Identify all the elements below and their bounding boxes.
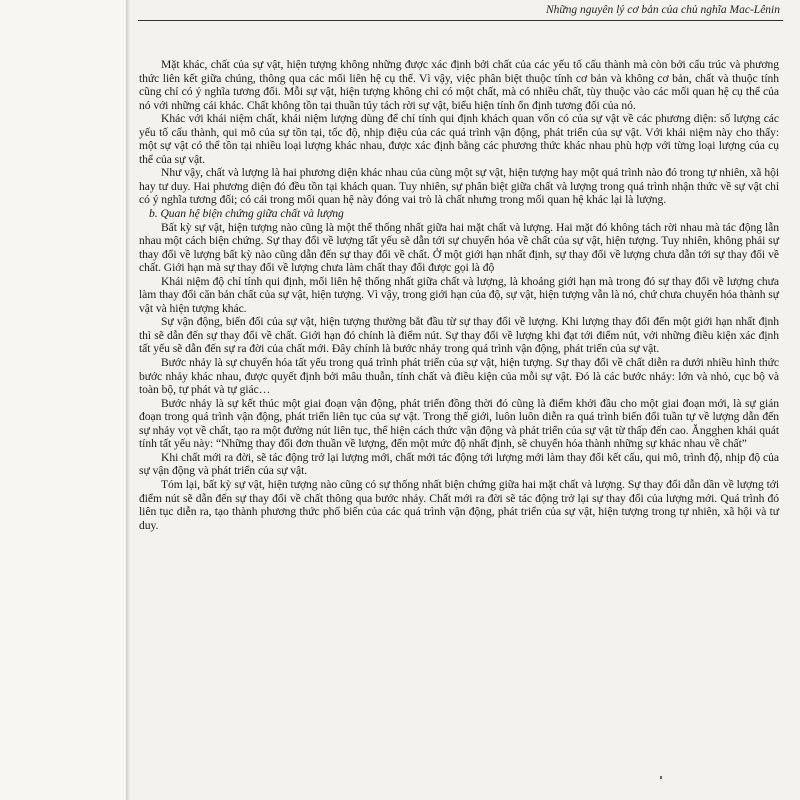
paragraph-7: Bước nhảy là sự chuyển hóa tất yếu trong quá trình phát triển của sự vật, hiện tượng. Sự thay đổi về chất diễn ra dưới nhiều hình thức bước nhảy khác nhau, được quyết định bởi mâu thuẫn, tính chất và điều kiện của mỗi sự vật. Đó là các bước nhảy: lớn và nhỏ, cục bộ và toàn bộ, tự phát và tự giác…	[139, 356, 779, 397]
page-binding-shadow	[126, 0, 130, 800]
paragraph-9: Khi chất mới ra đời, sẽ tác động trở lại lượng mới, chất mới tác động tới lượng mới làm thay đổi kết cấu, qui mô, trình độ, nhịp độ của sự vận động và phát triển của sự vật.	[139, 450, 779, 478]
paragraph-2: Khác với khái niệm chất, khái niệm lượng dùng để chỉ tính qui định khách quan vốn có của sự vật về các phương diện: số lượng các yếu tố cấu thành, qui mô của sự tồn tại, tốc độ, nhịp điệu của các quá trình vận động, phát triển của sự vật. Với khái niệm này cho thấy: một sự vật có thể tồn tại nhiều loại lượng khác nhau, được xác định bằng các phương thức khác nhau phù hợp với từng loại lượng của cụ thể của sự vật.	[139, 112, 779, 166]
section-heading: b. Quan hệ biện chứng giữa chất và lượng	[149, 207, 344, 221]
document-body	[139, 58, 779, 532]
paragraph-10: Tóm lại, bất kỳ sự vật, hiện tượng nào cũng có sự thống nhất biện chứng giữa hai mặt chất và lượng. Sự thay đổi dẫn dần về lượng tới điểm nút sẽ dẫn đến sự thay đổi về chất thông qua bước nhảy. Chất mới ra đời sẽ tác động trở lại sự thay đổi của lượng mới. Quá trình đó liên tục diễn ra, tạo thành phương thức phổ biến của các quá trình vận động, phát triển của sự vật, hiện tượng trong tự nhiên, xã hội và tư duy.	[139, 477, 779, 532]
paragraph-8: Bước nhảy là sự kết thúc một giai đoạn vận động, phát triển đồng thời đó cũng là điểm khởi đầu cho một giai đoạn mới, là sự gián đoạn trong quá trình vận động, phát triển liên tục của sự vật. Trong thế giới, luôn luôn diễn ra quá trình biến đổi tuần tự về lượng dẫn đến sự nhảy vọt về chất, tạo ra một đường nút liên tục, thể hiện cách thức vận động và phát triển của sự vật từ thấp đến cao. Ăngghen khái quát tính tất yếu này: “Những thay đổi đơn thuần về lượng, đến một mức độ nhất định, sẽ chuyển hóa thành những sự khác nhau về chất”	[139, 396, 779, 451]
paragraph-5: Khái niệm độ chỉ tính qui định, mối liên hệ thống nhất giữa chất và lượng, là khoảng giới hạn mà trong đó sự thay đổi về lượng chưa làm thay đổi căn bản chất của sự vật, hiện tượng. Vì vậy, trong giới hạn của độ, sự vật, hiện tượng vẫn là nó, chứ chưa chuyển hóa thành sự vật và hiện tượng khác.	[139, 274, 779, 315]
scan-speck	[660, 776, 662, 779]
running-header: Những nguyên lý cơ bản của chủ nghĩa Mac-Lênin	[545, 4, 780, 16]
paragraph-4: Bất kỳ sự vật, hiện tượng nào cũng là một thể thống nhất giữa hai mặt chất và lượng. Hai mặt đó không tách rời nhau mà tác động lẫn nhau một cách biện chứng. Sự thay đổi về lượng tất yếu sẽ dẫn tới sự chuyển hóa về chất của sự vật, hiện tượng. Tuy nhiên, không phải sự thay đổi về lượng bất kỳ nào cũng dẫn đến sự thay đổi về chất. Ở một giới hạn nhất định, sự thay đổi về lượng chưa dẫn tới sự thay đổi về chất. Giới hạn mà sự thay đổi về lượng chưa làm chất thay đổi được gọi là độ	[139, 220, 779, 275]
header-rule	[138, 20, 783, 21]
page-left-margin	[0, 0, 128, 800]
paragraph-1: Mặt khác, chất của sự vật, hiện tượng không những được xác định bởi chất của các yếu tố cấu thành mà còn bởi cấu trúc và phương thức liên kết giữa chúng, thông qua các mối liên hệ cụ thể. Vì vậy, việc phân biệt thuộc tính cơ bản và không cơ bản, chất và thuộc tính cũng chỉ có ý nghĩa tương đối. Mỗi sự vật, hiện tượng không chỉ có một chất, mà có nhiều chất, tùy thuộc vào các mối quan hệ cụ thể của nó với những cái khác. Chất không tồn tại thuần túy tách rời sự vật, biểu hiện tính ổn định tương đối của nó.	[139, 58, 779, 112]
paragraph-3: Như vậy, chất và lượng là hai phương diện khác nhau của cùng một sự vật, hiện tượng hay một quá trình nào đó trong tự nhiên, xã hội hay tư duy. Hai phương diện đó đều tồn tại khách quan. Tuy nhiên, sự phân biệt giữa chất và lượng trong quá trình nhận thức về sự vật chỉ có ý nghĩa tương đối; có cái trong mối quan hệ này đóng vai trò là chất nhưng trong mối quan hệ khác lại là lượng.	[139, 166, 779, 207]
paragraph-6: Sự vận động, biến đổi của sự vật, hiện tượng thường bắt đầu từ sự thay đổi về lượng. Khi lượng thay đổi đến một giới hạn nhất định thì sẽ dẫn đến sự thay đổi về chất. Giới hạn đó chính là điểm nút. Sự thay đổi về lượng khi đạt tới điểm nút, với những điều kiện xác định tất yếu sẽ dẫn đến sự ra đời của chất mới. Đây chính là bước nhảy trong quá trình vận động, phát triển của sự vật.	[139, 315, 779, 356]
